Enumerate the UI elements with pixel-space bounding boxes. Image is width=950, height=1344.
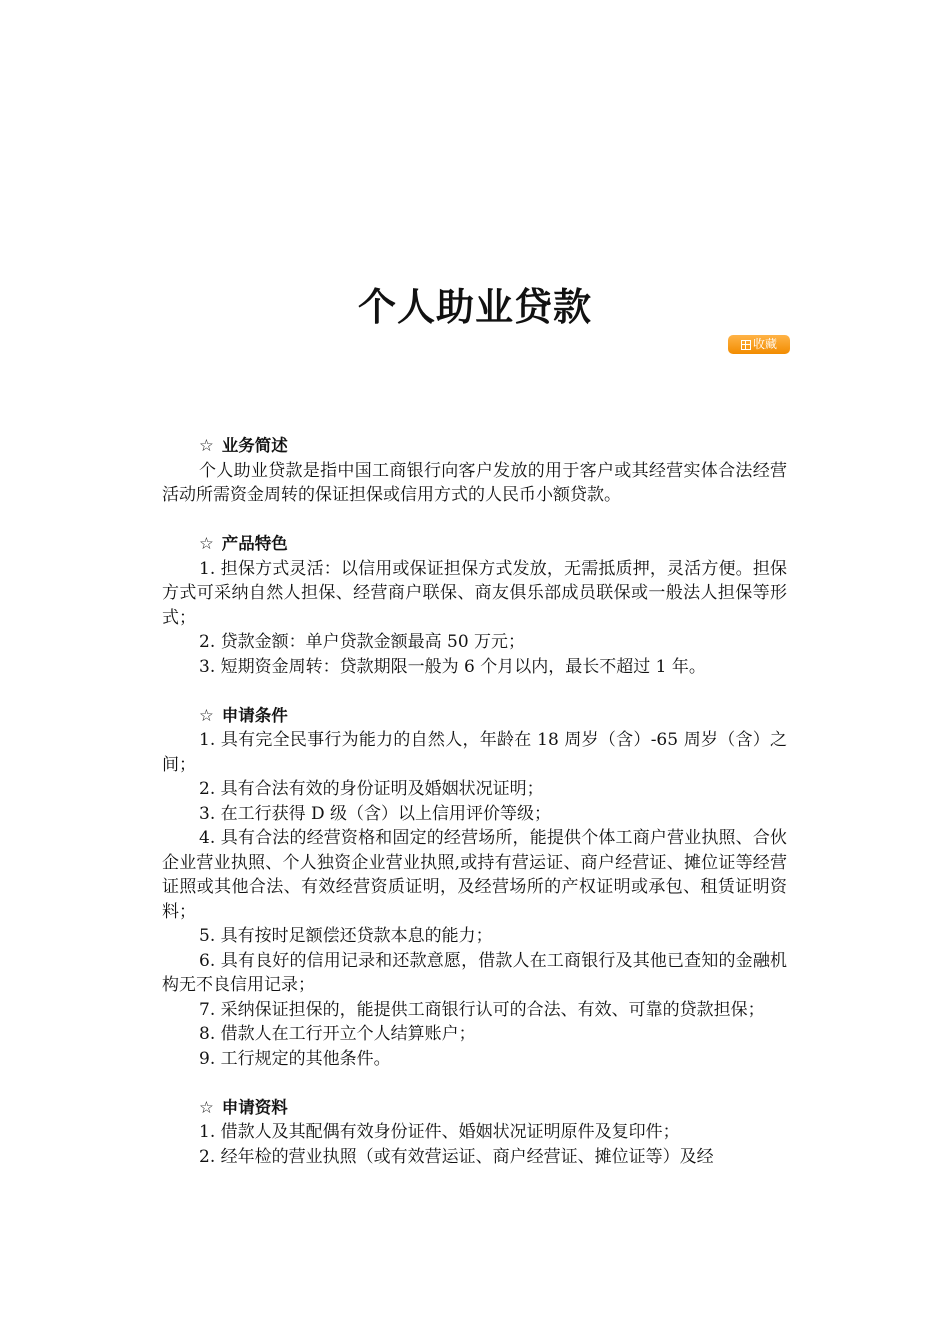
paragraph: 8. 借款人在工行开立个人结算账户； xyxy=(199,1024,476,1044)
section-heading-text: 申请条件 xyxy=(221,705,288,725)
section-heading xyxy=(162,1096,787,1121)
section-heading xyxy=(162,532,787,557)
paragraph: 2. 贷款金额：单户贷款金额最高 50 万元； xyxy=(199,632,526,652)
section-heading-text: 业务简述 xyxy=(221,436,288,455)
section-heading-text: 申请资料 xyxy=(221,1097,288,1117)
paragraph: 1. 具有完全民事行为能力的自然人，年龄在 18 周岁（含）-65 周岁（含）之间； xyxy=(162,730,787,775)
section-application-materials xyxy=(162,1096,787,1170)
star-icon: ☆ xyxy=(199,705,214,725)
paragraph: 4. 具有合法的经营资格和固定的经营场所，能提供个体工商户营业执照、合伙企业营业执照、个人独资企业营业执照,或持有营运证、商户经营证、摊位证等经营证照或其他合法、有效经营资质证明，及经营场所的产权证明或承包、租赁证明资料； xyxy=(162,828,787,922)
section-application-conditions xyxy=(162,704,787,1072)
section-heading xyxy=(162,434,787,459)
paragraph: 9. 工行规定的其他条件。 xyxy=(199,1048,391,1069)
grid-box-icon xyxy=(741,340,751,350)
star-icon: ☆ xyxy=(199,534,214,553)
paragraph: 个人助业贷款是指中国工商银行向客户发放的用于客户或其经营实体合法经营活动所需资金周转的保证担保或信用方式的人民币小额贷款。 xyxy=(162,460,787,505)
favorite-button[interactable] xyxy=(728,335,790,354)
paragraph: 6. 具有良好的信用记录和还款意愿，借款人在工商银行及其他已查知的金融机构无不良信用记录； xyxy=(162,950,787,995)
favorite-label: 收藏 xyxy=(752,337,777,351)
section-business-overview xyxy=(162,434,787,508)
paragraph: 3. 短期资金周转：贷款期限一般为 6 个月以内，最长不超过 1 年。 xyxy=(199,656,706,677)
paragraph: 5. 具有按时足额偿还贷款本息的能力； xyxy=(199,926,493,946)
paragraph: 7. 采纳保证担保的，能提供工商银行认可的合法、有效、可靠的贷款担保； xyxy=(199,999,765,1020)
paragraph: 2. 经年检的营业执照（或有效营运证、商户经营证、摊位证等）及经 xyxy=(199,1146,714,1167)
document-body xyxy=(162,434,787,1169)
paragraph: 1. 担保方式灵活：以信用或保证担保方式发放，无需抵质押，灵活方便。担保方式可采纳自然人担保、经营商户联保、商友俱乐部成员联保或一般法人担保等形式； xyxy=(162,558,787,628)
section-heading-text: 产品特色 xyxy=(221,534,288,553)
star-icon: ☆ xyxy=(199,436,214,455)
page-title: 个人助业贷款 xyxy=(357,284,592,329)
section-product-features xyxy=(162,532,787,679)
paragraph: 1. 借款人及其配偶有效身份证件、婚姻状况证明原件及复印件； xyxy=(199,1122,680,1142)
paragraph: 3. 在工行获得 D 级（含）以上信用评价等级； xyxy=(199,803,552,824)
paragraph: 2. 具有合法有效的身份证明及婚姻状况证明； xyxy=(199,779,544,799)
section-heading xyxy=(162,704,787,729)
star-icon: ☆ xyxy=(199,1097,214,1117)
